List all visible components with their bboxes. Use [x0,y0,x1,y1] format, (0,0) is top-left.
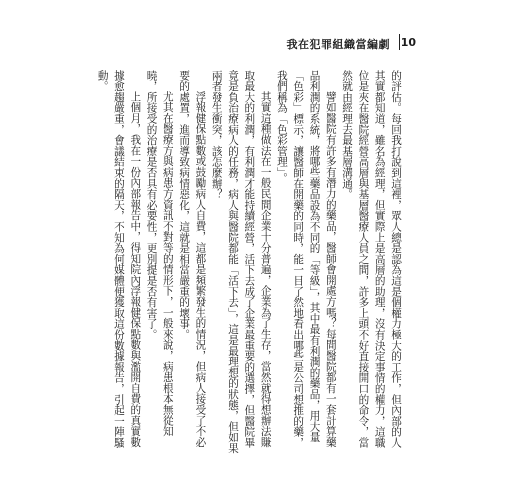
paragraph: 譬如醫院有許多有潛力的藥品，醫師會開處方嗎？每間醫院都有一套計算藥品利潤的系統，將哪些藥品設為不同的「等級」，其中最有利潤的藥品，用大量「色彩」標示，讓醫師在開藥的同時，能一目了然地看出哪些是公司想推的藥，我們稱為「色彩管理」。 [275,70,337,448]
running-header-title: 我在犯罪組織當編劇 [286,38,390,51]
paragraph: 尤其在醫療方與病患方資訊不對等的情形下，一般來說，病患根本無從知曉，所接受的治療是否具有必要性，更別提是否有害了。 [145,70,174,437]
paragraph: 的評估。每回我打說到這裡，眾人總是認為這是個權力極大的工作，但內部的人其實都知道，雖名為經理，但實際上是高層的助理，沒有決定事情的權力，這職位是夾在醫院經營高層與基層醫療人員之間，許多上頭不好直接開口的命令，當然就由經理去最基層溝通。 [341,70,402,448]
page-number: 10 [400,36,416,49]
paragraph: 浮報健保點數或鼓勵病人自費，這都是頻繁發生的情況，但病人接受了不必要的處置，進而導致病情惡化，這就是相當嚴重的壞事。 [178,70,207,448]
paragraph: 其實這種做法在一般民間企業十分普遍，企業為了生存，當然就得想辦法賺取最大的利潤，有利潤才能持續經營，活下去成了企業最重要的選擇，但醫院畢竟是負治療病人的任務，病人與醫院都能「活下去」，這是最理想的狀態，但如果兩者發生衝突，該怎麼辦？ [210,70,272,454]
paragraph: 上個月，我在一份內部報告中，得知院內浮報健保點數與濫開自費的真實數據愈趨嚴重，會議結束的隔天，不知為何媒體便獲取這份數據報告，引起一陣騷動。 [96,70,142,448]
body-text [96,70,404,454]
